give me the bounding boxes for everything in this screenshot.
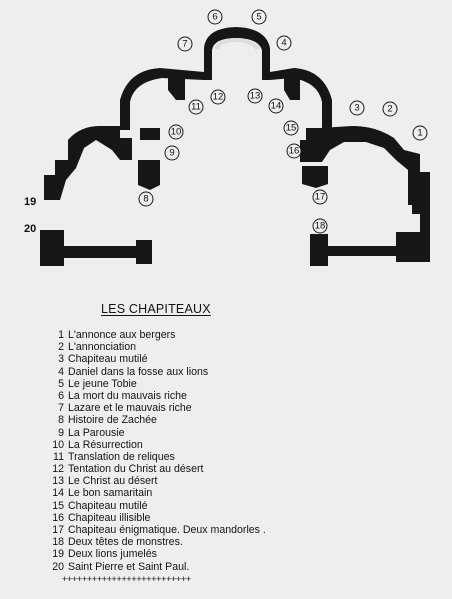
legend-item: 5 Le jeune Tobie — [58, 377, 137, 390]
left-nave-wall — [40, 230, 152, 266]
right-pier-small — [306, 128, 326, 140]
label-circle-2 — [383, 102, 397, 116]
label-circle-4 — [277, 36, 291, 50]
left-ambulatory-wall — [168, 78, 185, 100]
label-circle-13 — [248, 89, 262, 103]
svg-text:7: 7 — [182, 38, 188, 50]
legend-item: 16 Chapiteau illisible — [52, 511, 151, 524]
left-pier — [138, 160, 160, 190]
svg-text:8: 8 — [143, 193, 149, 205]
svg-text:15: 15 — [285, 122, 297, 134]
legend-item: 13 Le Christ au désert — [52, 475, 158, 488]
label-circle-16 — [287, 144, 301, 158]
side-label-19: 19 — [24, 196, 37, 208]
legend-item: 1 L'annonce aux bergers — [58, 329, 176, 341]
svg-text:1: 1 — [417, 127, 423, 139]
legend-item: 4 Daniel dans la fosse aux lions — [58, 365, 209, 378]
svg-text:4: 4 — [281, 37, 287, 49]
label-circle-17 — [313, 190, 327, 204]
svg-text:10: 10 — [170, 126, 182, 138]
svg-text:9: 9 — [169, 147, 175, 159]
svg-text:2: 2 — [387, 103, 393, 115]
legend-item: 19 Deux lions jumelés — [52, 548, 157, 561]
svg-text:18: 18 — [314, 220, 326, 232]
label-circle-5 — [252, 10, 266, 24]
svg-text:3: 3 — [354, 102, 360, 114]
label-circle-9 — [165, 146, 179, 160]
floor-plan — [0, 0, 452, 290]
label-circle-7 — [178, 37, 192, 51]
right-side-wall — [412, 205, 430, 232]
svg-text:16: 16 — [288, 145, 300, 157]
legend-item: 12 Tentation du Christ au désert — [52, 463, 204, 476]
label-circle-6 — [208, 10, 222, 24]
legend-item: 15 Chapiteau mutilé — [52, 499, 148, 512]
svg-text:12: 12 — [212, 91, 224, 103]
svg-text:17: 17 — [314, 191, 326, 203]
legend-item: 7 Lazare et le mauvais riche — [58, 402, 192, 415]
legend-item: 20 Saint Pierre et Saint Paul. — [52, 560, 190, 573]
legend-item: 17 Chapiteau énigmatique. Deux mandorles . — [52, 524, 266, 536]
svg-text:11: 11 — [191, 101, 201, 113]
legend-item: 18 Deux têtes de monstres. — [52, 536, 183, 549]
left-pier-small — [140, 128, 160, 140]
plus-separator-line: ++++++++++++++++++++++++++ — [62, 574, 191, 584]
label-circle-3 — [350, 101, 364, 115]
svg-text:13: 13 — [249, 90, 261, 102]
label-circle-15 — [284, 121, 298, 135]
legend-item: 10 La Résurrection — [52, 438, 143, 451]
label-circle-11 — [189, 100, 203, 114]
legend-title: LES CHAPITEAUX — [101, 302, 211, 316]
right-pier — [302, 166, 328, 188]
legend-item: 11 Translation de reliques — [53, 450, 175, 463]
legend-item: 6 La mort du mauvais riche — [58, 389, 187, 402]
right-ambulatory-wall — [284, 78, 300, 100]
label-circle-14 — [269, 99, 283, 113]
svg-text:5: 5 — [256, 11, 262, 23]
label-circle-12 — [211, 90, 225, 104]
label-circle-8 — [139, 192, 153, 206]
legend-item: 3 Chapiteau mutilé — [58, 353, 148, 366]
legend-item: 8 Histoire de Zachée — [58, 414, 157, 427]
left-radiating-chapel-wall — [120, 68, 204, 130]
legend-list — [44, 329, 266, 573]
left-transept-wall — [44, 126, 132, 200]
side-label-20: 20 — [24, 223, 37, 235]
central-apse-wall — [204, 27, 270, 80]
right-nave-wall — [310, 232, 430, 266]
svg-text:6: 6 — [212, 11, 218, 23]
legend-item: 14 Le bon samaritain — [52, 487, 153, 500]
legend-item: 9 La Parousie — [58, 426, 125, 439]
svg-text:14: 14 — [270, 100, 282, 112]
label-circle-1 — [413, 126, 427, 140]
legend-item: 2 L'annonciation — [58, 341, 136, 354]
label-circle-18 — [313, 219, 327, 233]
right-radiating-chapel-wall — [270, 68, 332, 130]
label-circle-10 — [169, 125, 183, 139]
